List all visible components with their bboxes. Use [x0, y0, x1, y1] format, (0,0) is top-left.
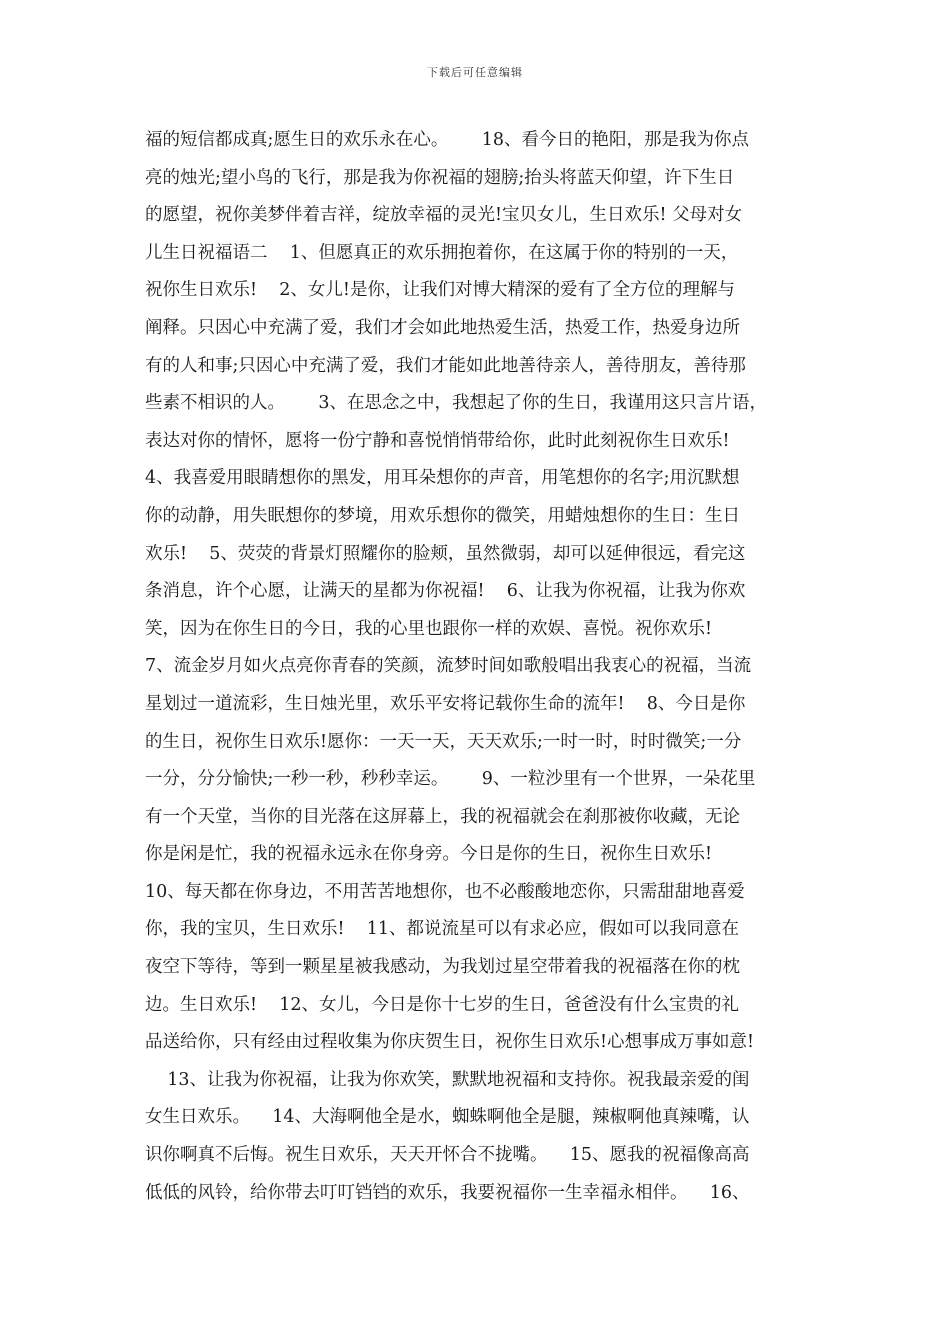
page-header: 下载后可任意编辑: [427, 66, 523, 79]
text-line: 阐释。只因心中充满了爱，我们才会如此地热爱生活，热爱工作，热爱身边所: [145, 317, 740, 338]
text-line: 你，我的宝贝，生日欢乐! 11、都说流星可以有求必应，假如可以我同意在: [145, 919, 740, 940]
text-line: 一分，分分愉快;一秒一秒，秒秒幸运。 9、一粒沙里有一个世界，一朵花里: [145, 769, 756, 790]
text-line: 的生日，祝你生日欢乐!愿你：一天一天，天天欢乐;一时一时，时时微笑;一分: [145, 731, 742, 752]
text-line: 星划过一道流彩，生日烛光里，欢乐平安将记载你生命的流年! 8、今日是你: [145, 693, 746, 714]
text-line: 低低的风铃，给你带去叮叮铛铛的欢乐，我要祝福你一生幸福永相伴。 16、: [145, 1182, 750, 1203]
text-line: 女生日欢乐。 14、大海啊他全是水，蜘蛛啊他全是腿，辣椒啊他真辣嘴，认: [145, 1107, 750, 1128]
text-line: 笑，因为在你生日的今日，我的心里也跟你一样的欢娱、喜悦。祝你欢乐!: [145, 618, 713, 639]
text-line: 表达对你的情怀，愿将一份宁静和喜悦悄悄带给你，此时此刻祝你生日欢乐!: [145, 430, 730, 451]
text-line: 有的人和事;只因心中充满了爱，我们才能如此地善待亲人，善待朋友，善待那: [145, 355, 746, 376]
text-line: 夜空下等待，等到一颗星星被我感动，为我划过星空带着我的祝福落在你的枕: [145, 957, 740, 978]
text-line: 品送给你，只有经由过程收集为你庆贺生日，祝你生日欢乐!心想事成万事如意!: [145, 1032, 755, 1053]
text-line: 你的动静，用失眠想你的梦境，用欢乐想你的微笑，用蜡烛想你的生日：生日: [145, 505, 740, 526]
text-line: 13、让我为你祝福，让我为你欢笑，默默地祝福和支持你。祝我最亲爱的闺: [145, 1069, 750, 1090]
text-line: 你是闲是忙，我的祝福永远永在你身旁。今日是你的生日，祝你生日欢乐!: [145, 844, 713, 865]
text-line: 亮的烛光;望小鸟的飞行，那是我为你祝福的翅膀;抬头将蓝天仰望，许下生日: [145, 167, 735, 188]
text-line: 10、每天都在你身边，不用苦苦地想你，也不必酸酸地恋你，只需甜甜地喜爱: [145, 881, 745, 902]
text-line: 条消息，许个心愿，让满天的星都为你祝福! 6、让我为你祝福，让我为你欢: [145, 581, 746, 602]
text-line: 些素不相识的人。 3、在思念之中，我想起了你的生日，我谨用这只言片语，: [145, 393, 768, 414]
text-line: 4、我喜爱用眼睛想你的黑发，用耳朵想你的声音，用笔想你的名字;用沉默想: [145, 468, 740, 489]
text-line: 儿生日祝福语二 1、但愿真正的欢乐拥抱着你，在这属于你的特别的一天，: [145, 242, 739, 263]
text-line: 边。生日欢乐! 12、女儿，今日是你十七岁的生日，爸爸没有什么宝贵的礼: [145, 994, 740, 1015]
text-line: 识你啊真不后悔。祝生日欢乐，天天开怀合不拢嘴。 15、愿我的祝福像高高: [145, 1145, 750, 1166]
body-text: [145, 122, 813, 1212]
text-line: 的愿望，祝你美梦伴着吉祥，绽放幸福的灵光!宝贝女儿，生日欢乐! 父母对女: [145, 205, 743, 226]
text-line: 欢乐! 5、荧荧的背景灯照耀你的脸颊，虽然微弱，却可以延伸很远，看完这: [145, 543, 746, 564]
text-line: 福的短信都成真;愿生日的欢乐永在心。 18、看今日的艳阳，那是我为你点: [145, 130, 750, 150]
text-line: 有一个天堂，当你的目光落在这屏幕上，我的祝福就会在刹那被你收藏，无论: [145, 806, 740, 827]
text-line: 祝你生日欢乐! 2、女儿!是你，让我们对博大精深的爱有了全方位的理解与: [145, 280, 735, 301]
text-line: 7、流金岁月如火点亮你青春的笑颜，流梦时间如歌般唱出我衷心的祝福，当流: [145, 656, 752, 677]
